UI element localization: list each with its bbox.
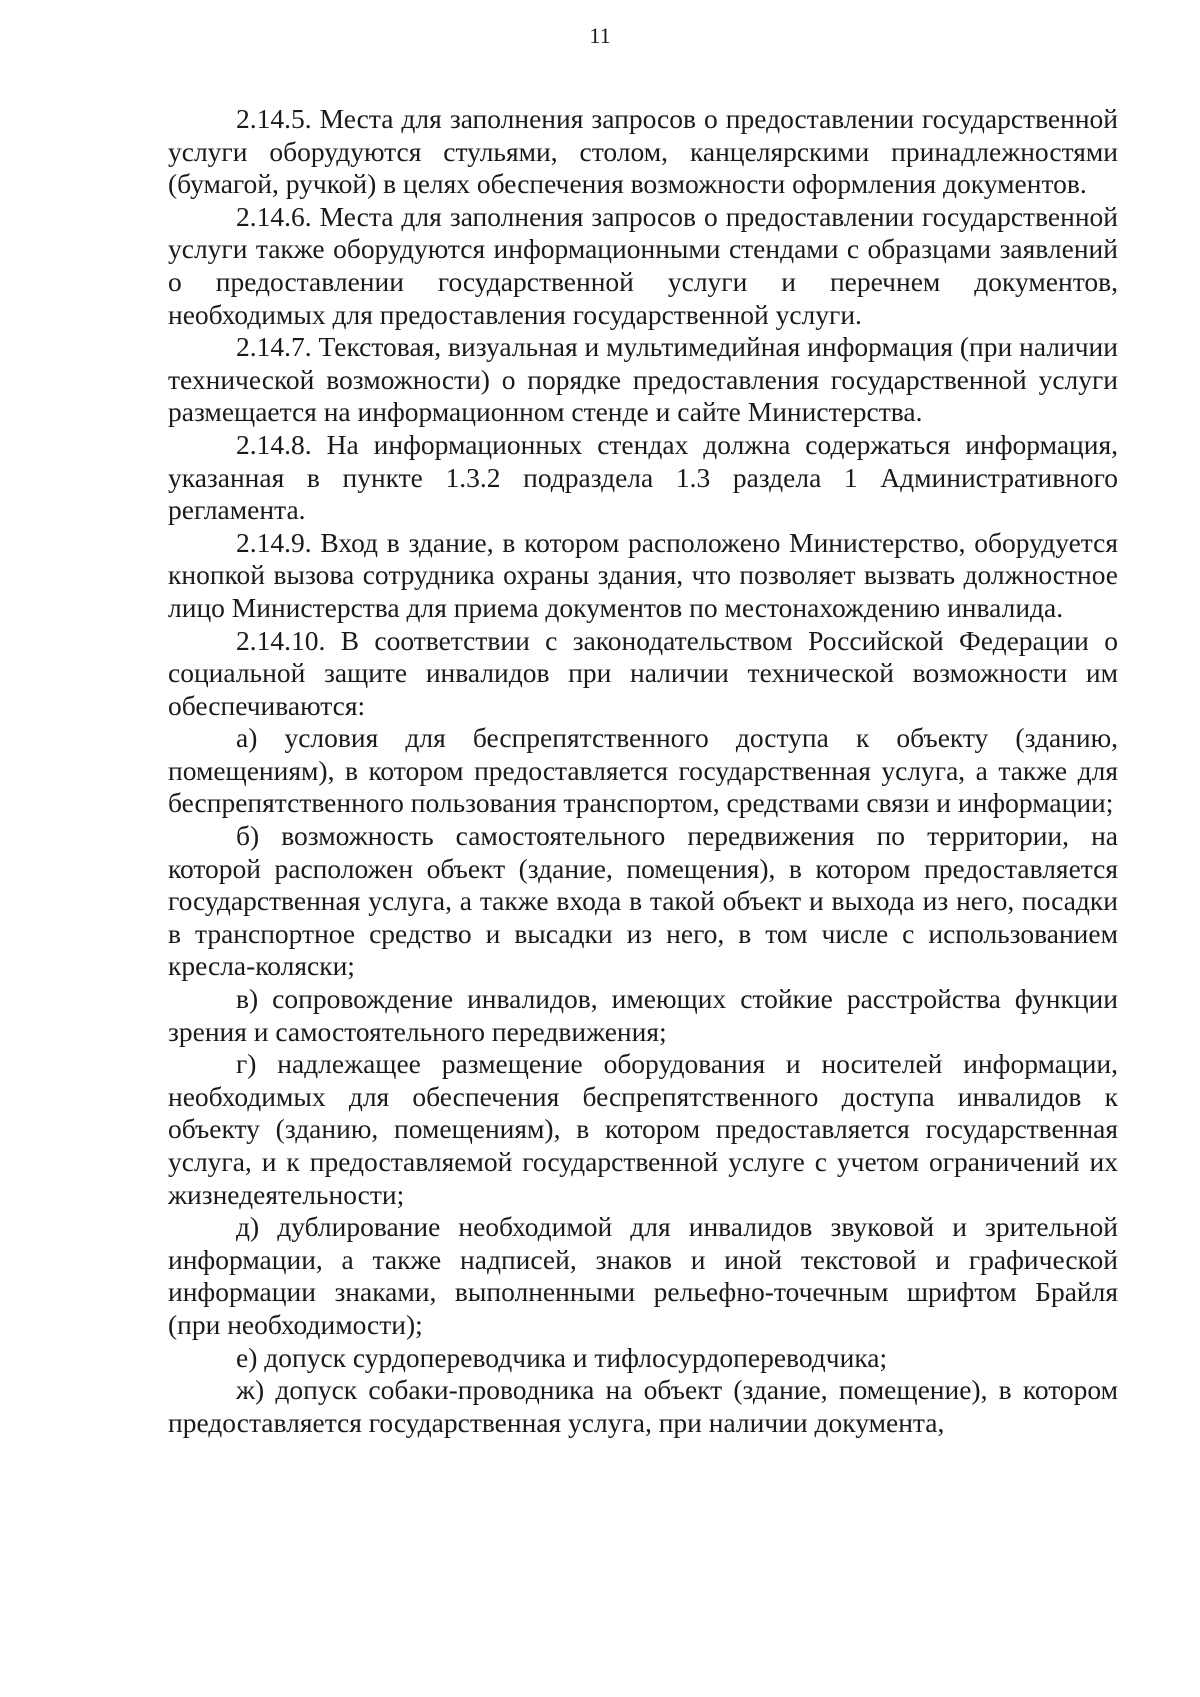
list-item-v: в) сопровождение инвалидов, имеющих стойкие расстройства функции зрения и самостоятельного передвижения; xyxy=(168,983,1118,1047)
paragraph-2-14-10: 2.14.10. В соответствии с законодательством Российской Федерации о социальной защите инвалидов при наличии технической возможности им обеспечиваются: xyxy=(168,624,1118,721)
list-item-b: б) возможность самостоятельного передвижения по территории, на которой расположен объект (здание, помещения), в котором предоставляется государственная услуга, а также входа в такой объект и выхода из него, посадки в транспортное средство и высадки из него, в том числе с использованием кресла-коляски; xyxy=(168,820,1118,982)
page-number: 11 xyxy=(589,23,611,48)
list-item-a: а) условия для беспрепятственного доступа к объекту (зданию, помещениям), в котором предоставляется государственная услуга, а также для беспрепятственного пользования транспортом, средствами связи и информации; xyxy=(168,722,1118,819)
paragraph-2-14-6: 2.14.6. Места для заполнения запросов о предоставлении государственной услуги также оборудуются информационными стендами с образцами заявлений о предоставлении государственной услуги и перечнем документов, необходимых для предоставления государственной услуги. xyxy=(168,200,1118,330)
list-item-e: е) допуск сурдопереводчика и тифлосурдопереводчика; xyxy=(236,1341,888,1373)
list-item-zh: ж) допуск собаки-проводника на объект (здание, помещение), в котором предоставляется государственная услуга, при наличии документа, xyxy=(168,1374,1118,1438)
list-item-d: д) дублирование необходимой для инвалидов звуковой и зрительной информации, а также надписей, знаков и иной текстовой и графической информации знаками, выполненными рельефно-точечным шрифтом Брайля (при необходимости); xyxy=(168,1211,1118,1340)
paragraph-2-14-5: 2.14.5. Места для заполнения запросов о предоставлении государственной услуги оборудуются стульями, столом, канцелярскими принадлежностями (бумагой, ручкой) в целях обеспечения возможности оформления документов. xyxy=(168,103,1118,200)
paragraph-2-14-9: 2.14.9. Вход в здание, в котором расположено Министерство, оборудуется кнопкой вызова сотрудника охраны здания, что позволяет вызвать должностное лицо Министерства для приема документов по местонахождению инвалида. xyxy=(168,526,1118,623)
document-body xyxy=(168,103,1118,1439)
paragraph-2-14-7: 2.14.7. Текстовая, визуальная и мультимедийная информация (при наличии технической возможности) о порядке предоставления государственной услуги размещается на информационном стенде и сайте Министерства. xyxy=(168,331,1118,428)
paragraph-2-14-8: 2.14.8. На информационных стендах должна содержаться информация, указанная в пункте 1.3.2 подраздела 1.3 раздела 1 Административного регламента. xyxy=(168,428,1118,526)
list-item-g: г) надлежащее размещение оборудования и носителей информации, необходимых для обеспечения беспрепятственного доступа инвалидов к объекту (зданию, помещениям), в котором предоставляется государственная услуга, и к предоставляемой государственной услуге с учетом ограничений их жизнедеятельности; xyxy=(168,1048,1118,1210)
